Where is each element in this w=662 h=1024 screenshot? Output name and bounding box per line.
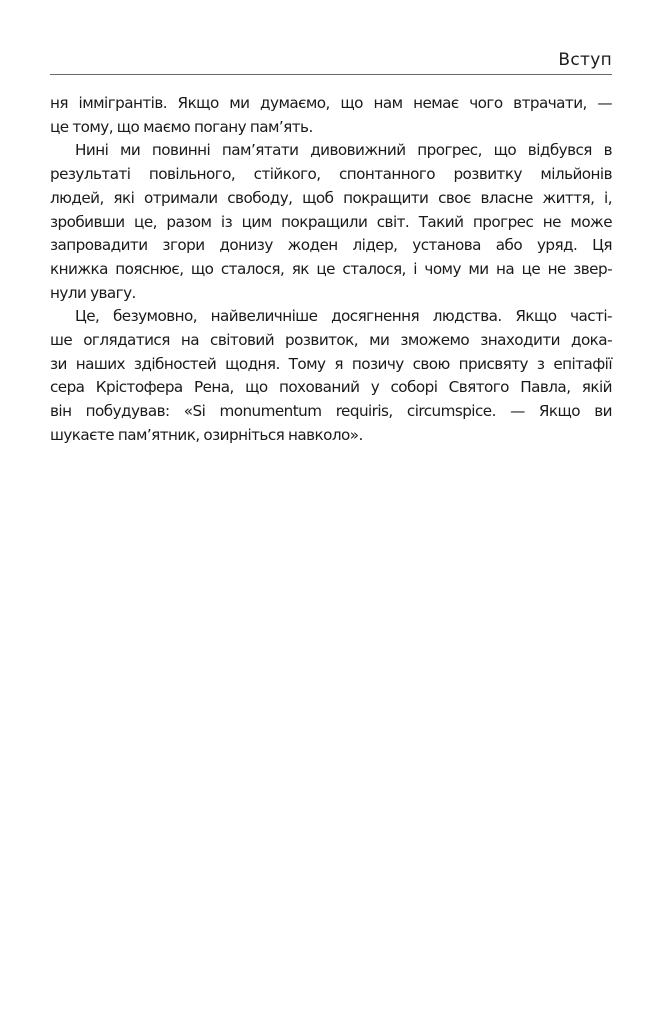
text-line: він побудував: «Si monumentum requiris, circumspice. — Якщо ви <box>50 402 612 421</box>
paragraph-1 <box>50 92 612 139</box>
text-line: книжка пояснює, що сталося, як це сталося, і чому ми на це не звер- <box>50 259 612 278</box>
text-line: Нині ми повинні пам’ятати дивовижний прогрес, що відбувся в <box>75 141 612 160</box>
text-line: Це, безумовно, найвеличніше досягнення людства. Якщо часті- <box>75 307 612 326</box>
text-line: результаті повільного, стійкого, спонтанного розвитку мільйонів <box>50 165 612 184</box>
text-line: зробивши це, разом із цим покращили світ. Такий прогрес не може <box>50 212 612 231</box>
paragraph-3 <box>50 305 612 447</box>
text-line: зи наших здібностей щодня. Тому я позичу свою присвяту з епітафії <box>50 354 612 373</box>
text-line: шукаєте пам’ятник, озирніться навколо». <box>50 425 363 444</box>
page-header <box>50 44 612 75</box>
paragraph-2 <box>50 139 612 305</box>
text-line: людей, які отримали свободу, щоб покращити своє власне життя, і, <box>50 188 612 207</box>
text-line: ше оглядатися на світовий розвиток, ми зможемо знаходити дока- <box>50 331 612 350</box>
text-line: сера Крістофера Рена, що похований у соборі Святого Павла, якій <box>50 378 612 397</box>
text-line: нули увагу. <box>50 283 136 302</box>
running-title: Вступ <box>558 50 612 70</box>
text-line: ня іммігрантів. Якщо ми думаємо, що нам немає чого втрачати, — <box>50 94 612 112</box>
body-text <box>50 92 612 448</box>
text-line: це тому, що маємо погану пам’ять. <box>50 117 313 136</box>
text-line: запровадити згори донизу жоден лідер, установа або уряд. Ця <box>50 236 612 255</box>
